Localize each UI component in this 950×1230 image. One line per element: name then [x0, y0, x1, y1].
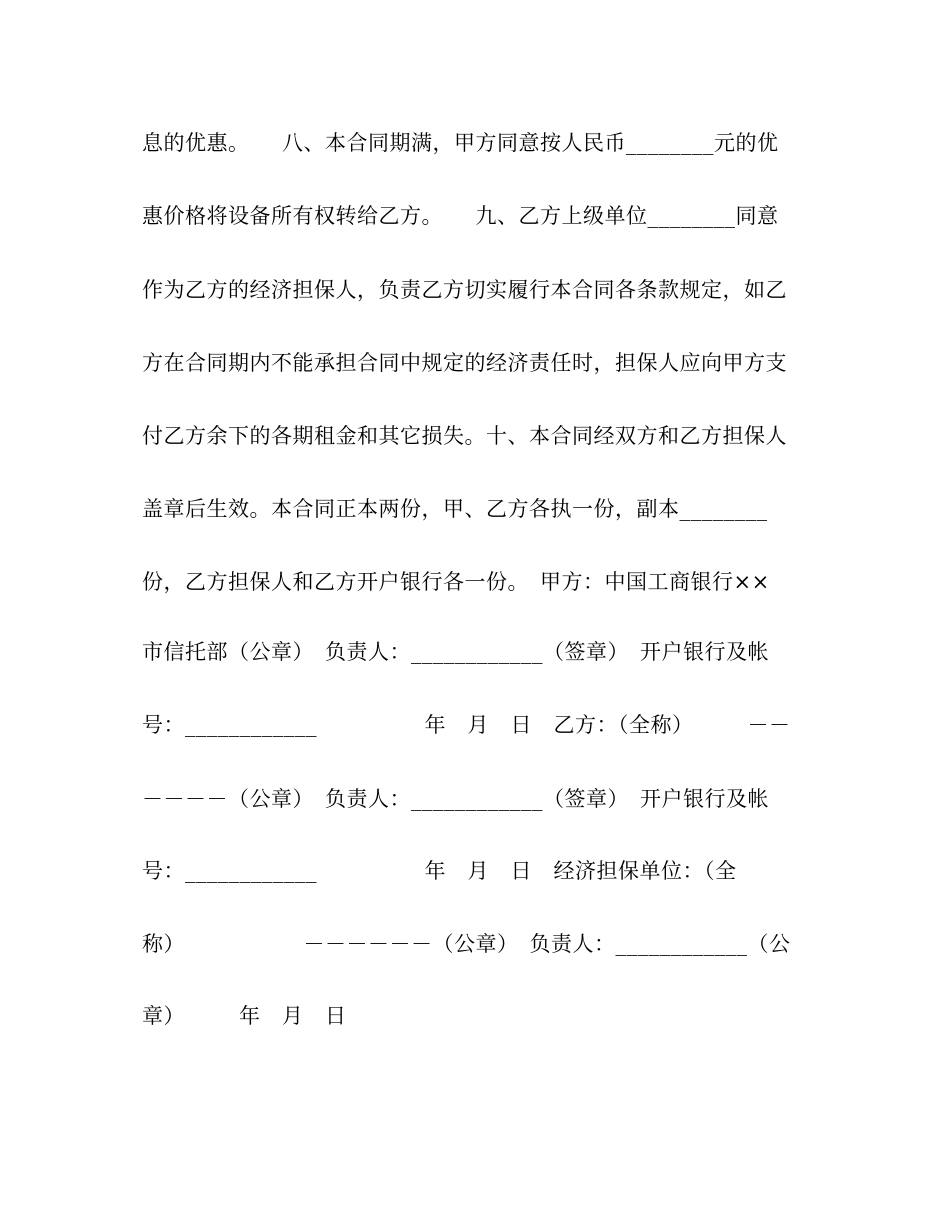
body-text-line: 市信托部（公章） 负责人：____________（签章） 开户银行及帐: [142, 640, 769, 664]
body-text-line: 盖章后生效。本合同正本两份，甲、乙方各执一份，副本________: [142, 497, 768, 521]
body-text-line: 息的优惠。 八、本合同期满，甲方同意按人民币________元的优: [142, 131, 779, 155]
body-text-line: 付乙方余下的各期租金和其它损失。十、本合同经双方和乙方担保人: [142, 424, 787, 448]
body-text-line: 作为乙方的经济担保人，负责乙方切实履行本合同各条款规定，如乙: [142, 278, 787, 302]
body-text-line: 方在合同期内不能承担合同中规定的经济责任时，担保人应向甲方支: [142, 351, 787, 375]
body-text-line: 份，乙方担保人和乙方开户银行各一份。 甲方：中国工商银行××: [142, 570, 770, 594]
body-text-line: 章） 年 月 日: [142, 1004, 347, 1028]
body-text-line: 惠价格将设备所有权转给乙方。 九、乙方上级单位________同意: [142, 204, 779, 228]
body-text-line: －－－－（公章） 负责人：____________（签章） 开户银行及帐: [142, 787, 769, 811]
body-text-line: 号：____________ 年 月 日 乙方：（全称） －－: [142, 713, 791, 737]
body-text-line: 号：____________ 年 月 日 经济担保单位：（全: [142, 859, 737, 883]
body-text-line: 称） －－－－－－（公章） 负责人：____________（公: [142, 932, 791, 956]
